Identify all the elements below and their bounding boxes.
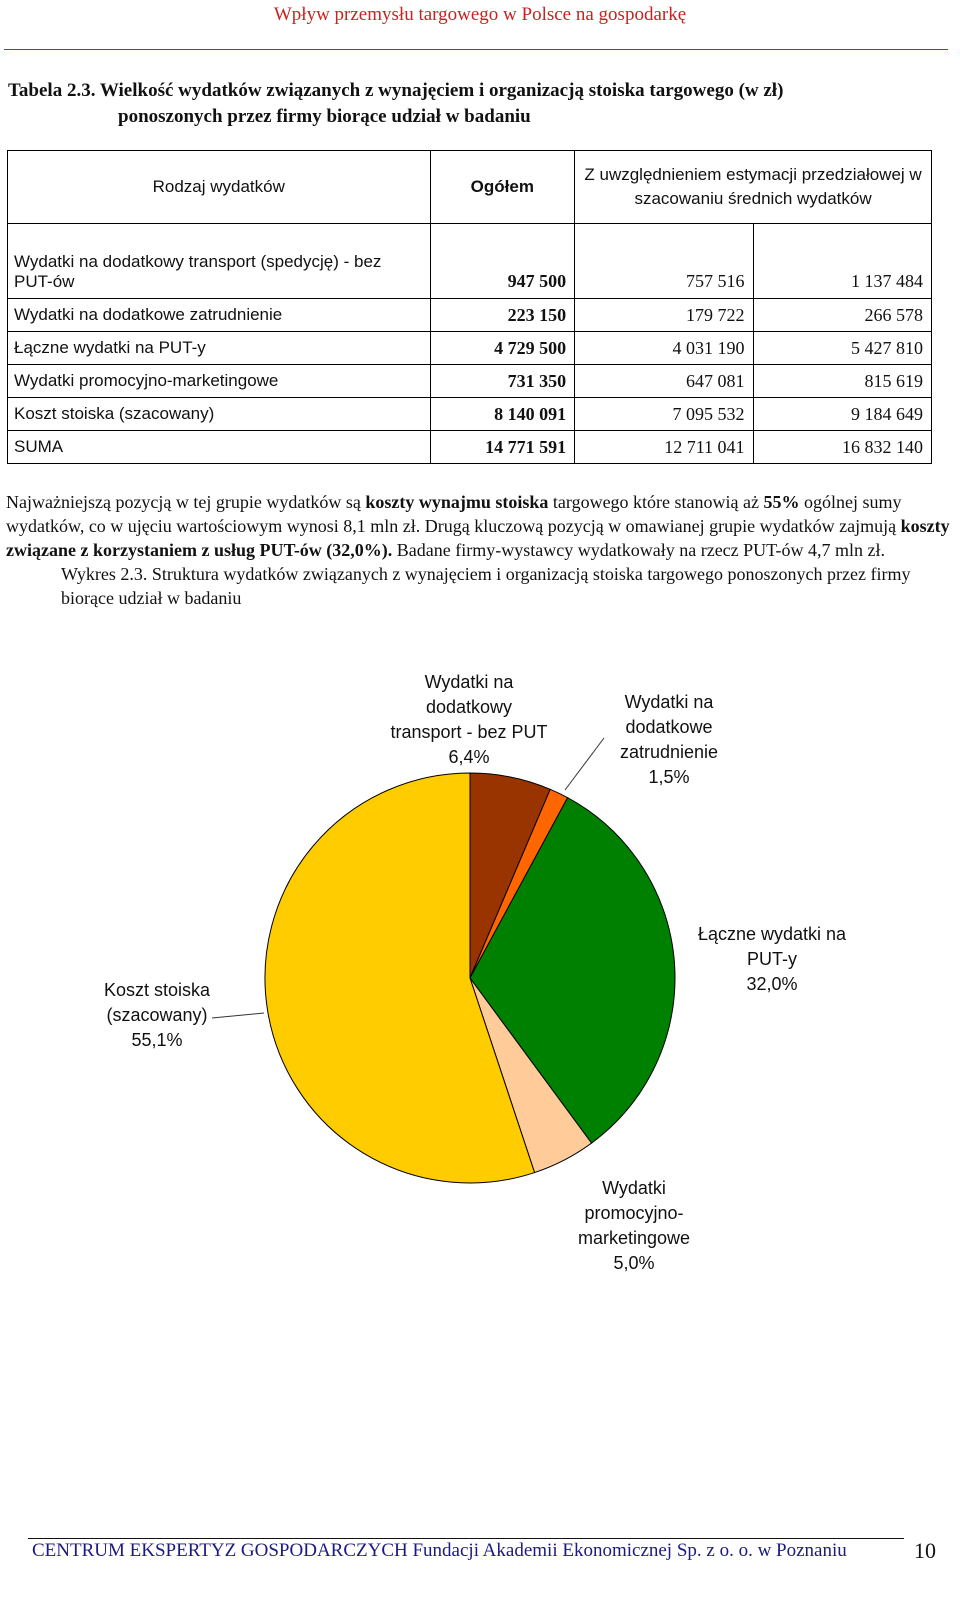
row-label: Wydatki na dodatkowe zatrudnienie [8,299,431,332]
text-bold: koszty wynajmu stoiska [365,492,549,512]
slice-label: Wydatki promocyjno-marketingowe 5,0% [577,1178,691,1273]
row-total: 731 350 [430,365,575,398]
chart-caption: Wykres 2.3. Struktura wydatków związanych z wynajęciem i organizacją stoiska targowego ponoszonych przez firmy biorące udział w badaniu [61,564,911,608]
slice-label: Wydatki na dodatkowy transport - bez PUT 6,4% [390,672,548,767]
row-total: 8 140 091 [430,398,575,431]
row-low: 179 722 [575,299,753,332]
row-label: Wydatki na dodatkowy transport (spedycję) - bez PUT-ów [8,224,431,299]
row-low: 12 711 041 [575,431,753,464]
table-row [8,224,932,299]
header-divider [4,49,948,50]
paragraph-1 [6,490,951,562]
page-number: 10 [914,1538,936,1563]
row-total: 4 729 500 [430,332,575,365]
text-run: Badane firmy-wystawcy wydatkowały na rzecz PUT-ów 4,7 mln zł. [392,540,885,560]
header-total: Ogółem [430,151,575,224]
row-high: 16 832 140 [753,431,931,464]
expenses-table [7,150,932,464]
slice-label: Łączne wydatki na PUT-y 32,0% [697,924,847,994]
table-row [8,332,932,365]
table-row [8,431,932,464]
text-run: ogólnej sumy wydatków, co w ujęciu wartościowym wynosi 8,1 mln zł. Drugą kluczową pozycją w omawianej grupie wydatków zajmują [6,492,902,536]
row-low: 7 095 532 [575,398,753,431]
leader-line [212,1013,264,1018]
row-label: SUMA [8,431,431,464]
header-estimate: Z uwzględnieniem estymacji przedziałowej w szacowaniu średnich wydatków [575,151,932,224]
header-type: Rodzaj wydatków [8,151,431,224]
text-bold: koszty związane z korzystaniem z usług PUT-ów (32,0%). [6,516,950,560]
footer-text: CENTRUM EKSPERTYZ GOSPODARCZYCH Fundacji Akademii Ekonomicznej Sp. z o. o. w Poznaniu [32,1540,847,1561]
row-high: 266 578 [753,299,931,332]
table-row [8,365,932,398]
row-high: 815 619 [753,365,931,398]
footer-divider [28,1538,904,1539]
row-label: Łączne wydatki na PUT-y [8,332,431,365]
row-low: 647 081 [575,365,753,398]
row-total: 947 500 [430,224,575,299]
slice-label: Koszt stoiska (szacowany) 55,1% [103,980,211,1050]
leader-line [565,738,604,790]
text-bold: 55% [763,492,800,512]
row-label: Koszt stoiska (szacowany) [8,398,431,431]
row-low: 4 031 190 [575,332,753,365]
table-row [8,398,932,431]
table-header-row [8,151,932,224]
row-total: 14 771 591 [430,431,575,464]
row-high: 1 137 484 [753,224,931,299]
table-caption [8,78,888,130]
row-low: 757 516 [575,224,753,299]
caption-line-2: ponoszonych przez firmy biorące udział w badaniu [118,106,531,127]
running-header: Wpływ przemysłu targowego w Polsce na gospodarkę [273,4,687,25]
slice-label: Wydatki na dodatkowe zatrudnienie 1,5% [619,692,719,787]
caption-line-1: Tabela 2.3. Wielkość wydatków związanych z wynajęciem i organizacją stoiska targowego (w zł) [8,80,784,101]
pie-slices [265,773,675,1183]
row-total: 223 150 [430,299,575,332]
body-paragraph [6,490,951,610]
row-high: 9 184 649 [753,398,931,431]
pie-chart [0,650,960,1310]
table-row [8,299,932,332]
row-high: 5 427 810 [753,332,931,365]
text-run: targowego które stanowią aż [548,492,764,512]
text-run: Najważniejszą pozycją w tej grupie wydatków są [6,492,366,512]
row-label: Wydatki promocyjno-marketingowe [8,365,431,398]
